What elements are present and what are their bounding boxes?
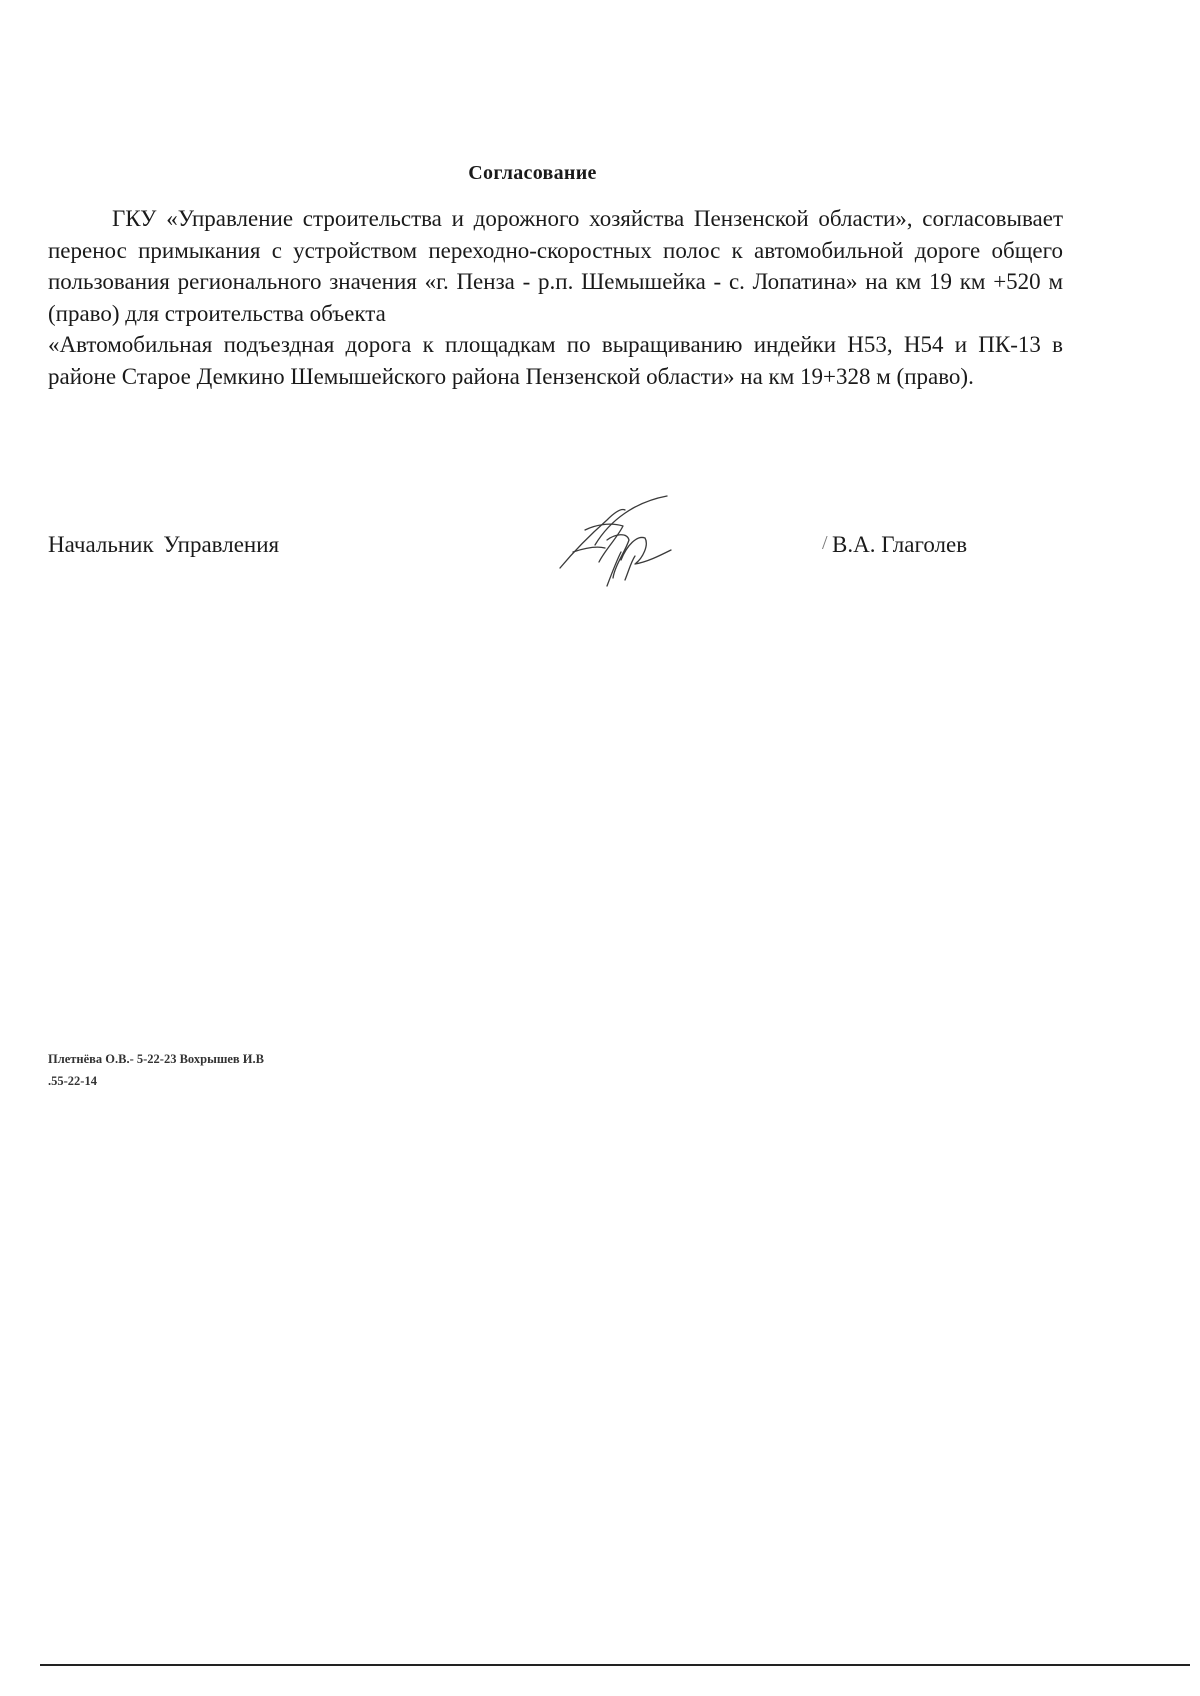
signature-separator: / bbox=[822, 532, 828, 554]
paragraph-object: «Автомобильная подъездная дорога к площадкам по выращиванию индейки Н53, Н54 и ПК-13 в районе Старое Демкино Шемышейского района Пензенской области» на км 19+328 м (право). bbox=[48, 332, 1063, 389]
handwritten-signature bbox=[555, 490, 685, 600]
executor-contacts-line2: .55-22-14 bbox=[48, 1074, 97, 1088]
signatory-role: Начальник Управления bbox=[48, 532, 280, 557]
document-body bbox=[48, 203, 1063, 392]
executor-contacts bbox=[48, 1048, 264, 1092]
bottom-divider bbox=[40, 1664, 1190, 1666]
document-title: Согласование bbox=[468, 162, 597, 184]
executor-contacts-line1: Плетнёва О.В.- 5-22-23 Вохрышев И.В bbox=[48, 1052, 264, 1066]
paragraph-agreement: ГКУ «Управление строительства и дорожного хозяйства Пензенской области», согласовывает перенос примыкания с устройством переходно-скоростных полос к автомобильной дороге общего пользования регионального значения «г. Пенза - р.п. Шемышейка - с. Лопатина» на км 19 км +520 м (право) для строительства объекта bbox=[48, 206, 1063, 326]
signatory-name: В.А. Глаголев bbox=[832, 532, 968, 557]
